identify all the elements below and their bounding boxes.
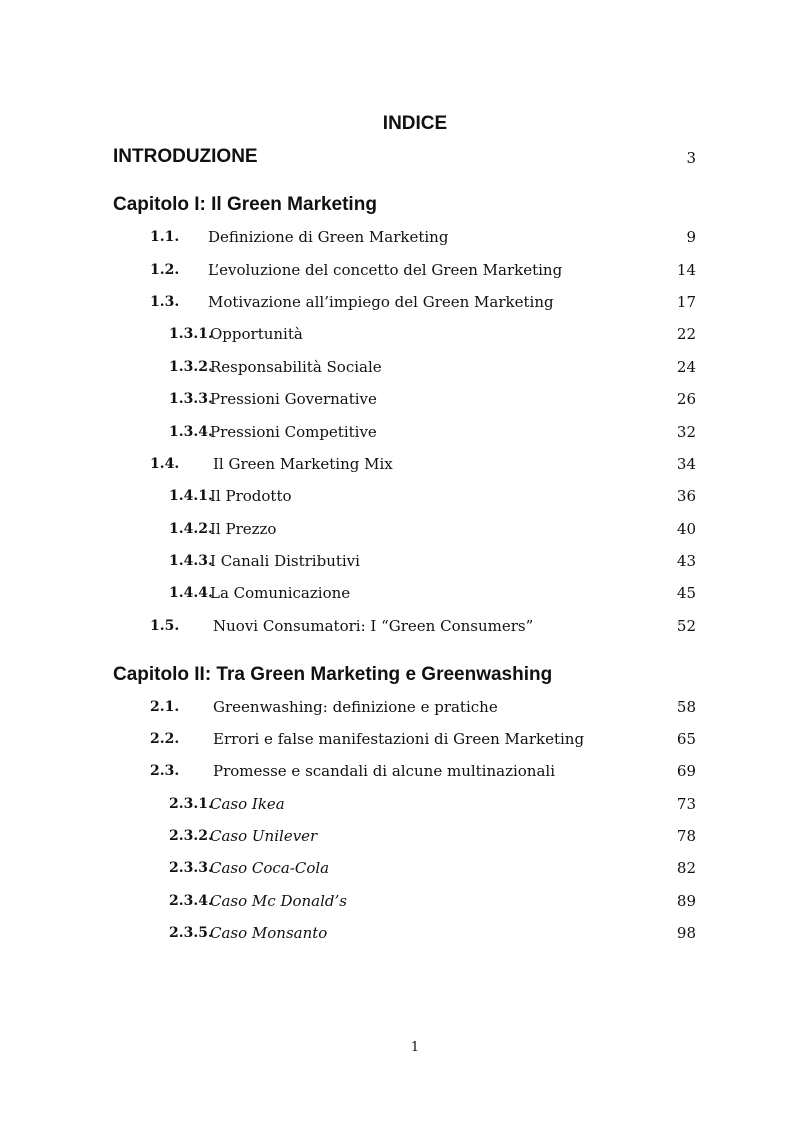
toc-entry-page: 17 <box>676 293 696 311</box>
toc-entry-number: 1.5. <box>150 618 180 634</box>
toc-entry-number: 1.3. <box>150 294 180 310</box>
toc-entry-page: 32 <box>676 423 696 441</box>
toc-entry-page: 65 <box>676 730 696 748</box>
toc-entry-page: 69 <box>676 762 696 780</box>
toc-entry-number: 2.3.1. <box>169 796 213 812</box>
toc-entry-page: 89 <box>676 892 696 910</box>
toc-entry-number: 1.3.1. <box>169 326 213 342</box>
toc-entry-page: 36 <box>676 487 696 505</box>
toc-entry-label[interactable]: La Comunicazione <box>210 584 351 602</box>
toc-entry-label[interactable]: Pressioni Governative <box>210 390 377 408</box>
toc-entry-label[interactable]: Nuovi Consumatori: I “Green Consumers” <box>213 617 534 635</box>
toc-entry-label[interactable]: Errori e false manifestazioni di Green Marketing <box>213 730 585 748</box>
toc-entry-label[interactable]: Caso Coca-Cola <box>210 859 330 877</box>
toc-entry-label[interactable]: Il Prodotto <box>210 487 292 505</box>
toc-entry-number: 1.3.2. <box>169 359 213 375</box>
toc-entry-number: 2.3.4. <box>169 893 213 909</box>
toc-entry-page: 40 <box>676 520 696 538</box>
toc-entry-number: 2.3. <box>150 763 180 779</box>
toc-entry-label[interactable]: Il Green Marketing Mix <box>213 455 393 473</box>
toc-entry-number: 2.3.5. <box>169 925 213 941</box>
toc-entry-label[interactable]: Promesse e scandali di alcune multinazionali <box>213 762 556 780</box>
toc-entry-page: 98 <box>676 924 696 942</box>
toc-entry-page: 43 <box>676 552 696 570</box>
toc-intro-page: 3 <box>686 149 696 167</box>
toc-entry-label[interactable]: Responsabilità Sociale <box>210 358 382 376</box>
toc-entry-label[interactable]: Definizione di Green Marketing <box>208 228 449 246</box>
toc-entry-page: 52 <box>676 617 696 635</box>
toc-entry-label[interactable]: Opportunità <box>210 325 303 343</box>
toc-entry-number: 1.4.4. <box>169 585 213 601</box>
toc-entry-label[interactable]: Pressioni Competitive <box>210 423 377 441</box>
toc-entry-number: 1.2. <box>150 262 180 278</box>
toc-entry-page: 82 <box>676 859 696 877</box>
toc-entry-page: 34 <box>676 455 696 473</box>
toc-entry-label[interactable]: Il Prezzo <box>210 520 277 538</box>
toc-entry-page: 26 <box>676 390 696 408</box>
page-number: 1 <box>410 1040 420 1055</box>
toc-entry-page: 14 <box>676 261 696 279</box>
toc-entry-label[interactable]: Greenwashing: definizione e pratiche <box>213 698 498 716</box>
toc-entry-page: 73 <box>676 795 696 813</box>
toc-entry-page: 24 <box>676 358 696 376</box>
toc-entry-page: 45 <box>676 584 696 602</box>
toc-entry-label[interactable]: Caso Ikea <box>210 795 285 813</box>
toc-entry-number: 1.4.1. <box>169 488 213 504</box>
toc-entry-label[interactable]: L’evoluzione del concetto del Green Marketing <box>208 261 563 279</box>
toc-entry-label[interactable]: I Canali Distributivi <box>210 552 360 570</box>
toc-entry-page: 9 <box>686 228 696 246</box>
toc-entry-number: 2.2. <box>150 731 180 747</box>
chapter-1-heading[interactable]: Capitolo I: Il Green Marketing <box>113 194 377 215</box>
toc-entry-number: 1.4. <box>150 456 180 472</box>
chapter-2-heading[interactable]: Capitolo II: Tra Green Marketing e Greenwashing <box>113 664 553 685</box>
toc-entry-page: 78 <box>676 827 696 845</box>
toc-entry-number: 2.3.2. <box>169 828 213 844</box>
toc-entry-label[interactable]: Caso Monsanto <box>210 924 328 942</box>
toc-entry-number: 1.3.3. <box>169 391 213 407</box>
toc-entry-number: 1.4.2. <box>169 521 213 537</box>
toc-entry-number: 1.4.3. <box>169 553 213 569</box>
page-title: INDICE <box>382 113 448 134</box>
toc-entry-number: 1.3.4. <box>169 424 213 440</box>
toc-entry-label[interactable]: Motivazione all’impiego del Green Marketing <box>208 293 554 311</box>
toc-entry-label[interactable]: Caso Unilever <box>210 827 318 845</box>
toc-entry-number: 1.1. <box>150 229 180 245</box>
toc-entry-page: 22 <box>676 325 696 343</box>
toc-entry-number: 2.3.3. <box>169 860 213 876</box>
toc-entry-page: 58 <box>676 698 696 716</box>
toc-entry-label[interactable]: Caso Mc Donald’s <box>210 892 347 910</box>
toc-entry-number: 2.1. <box>150 699 180 715</box>
toc-intro-label[interactable]: INTRODUZIONE <box>113 146 258 167</box>
